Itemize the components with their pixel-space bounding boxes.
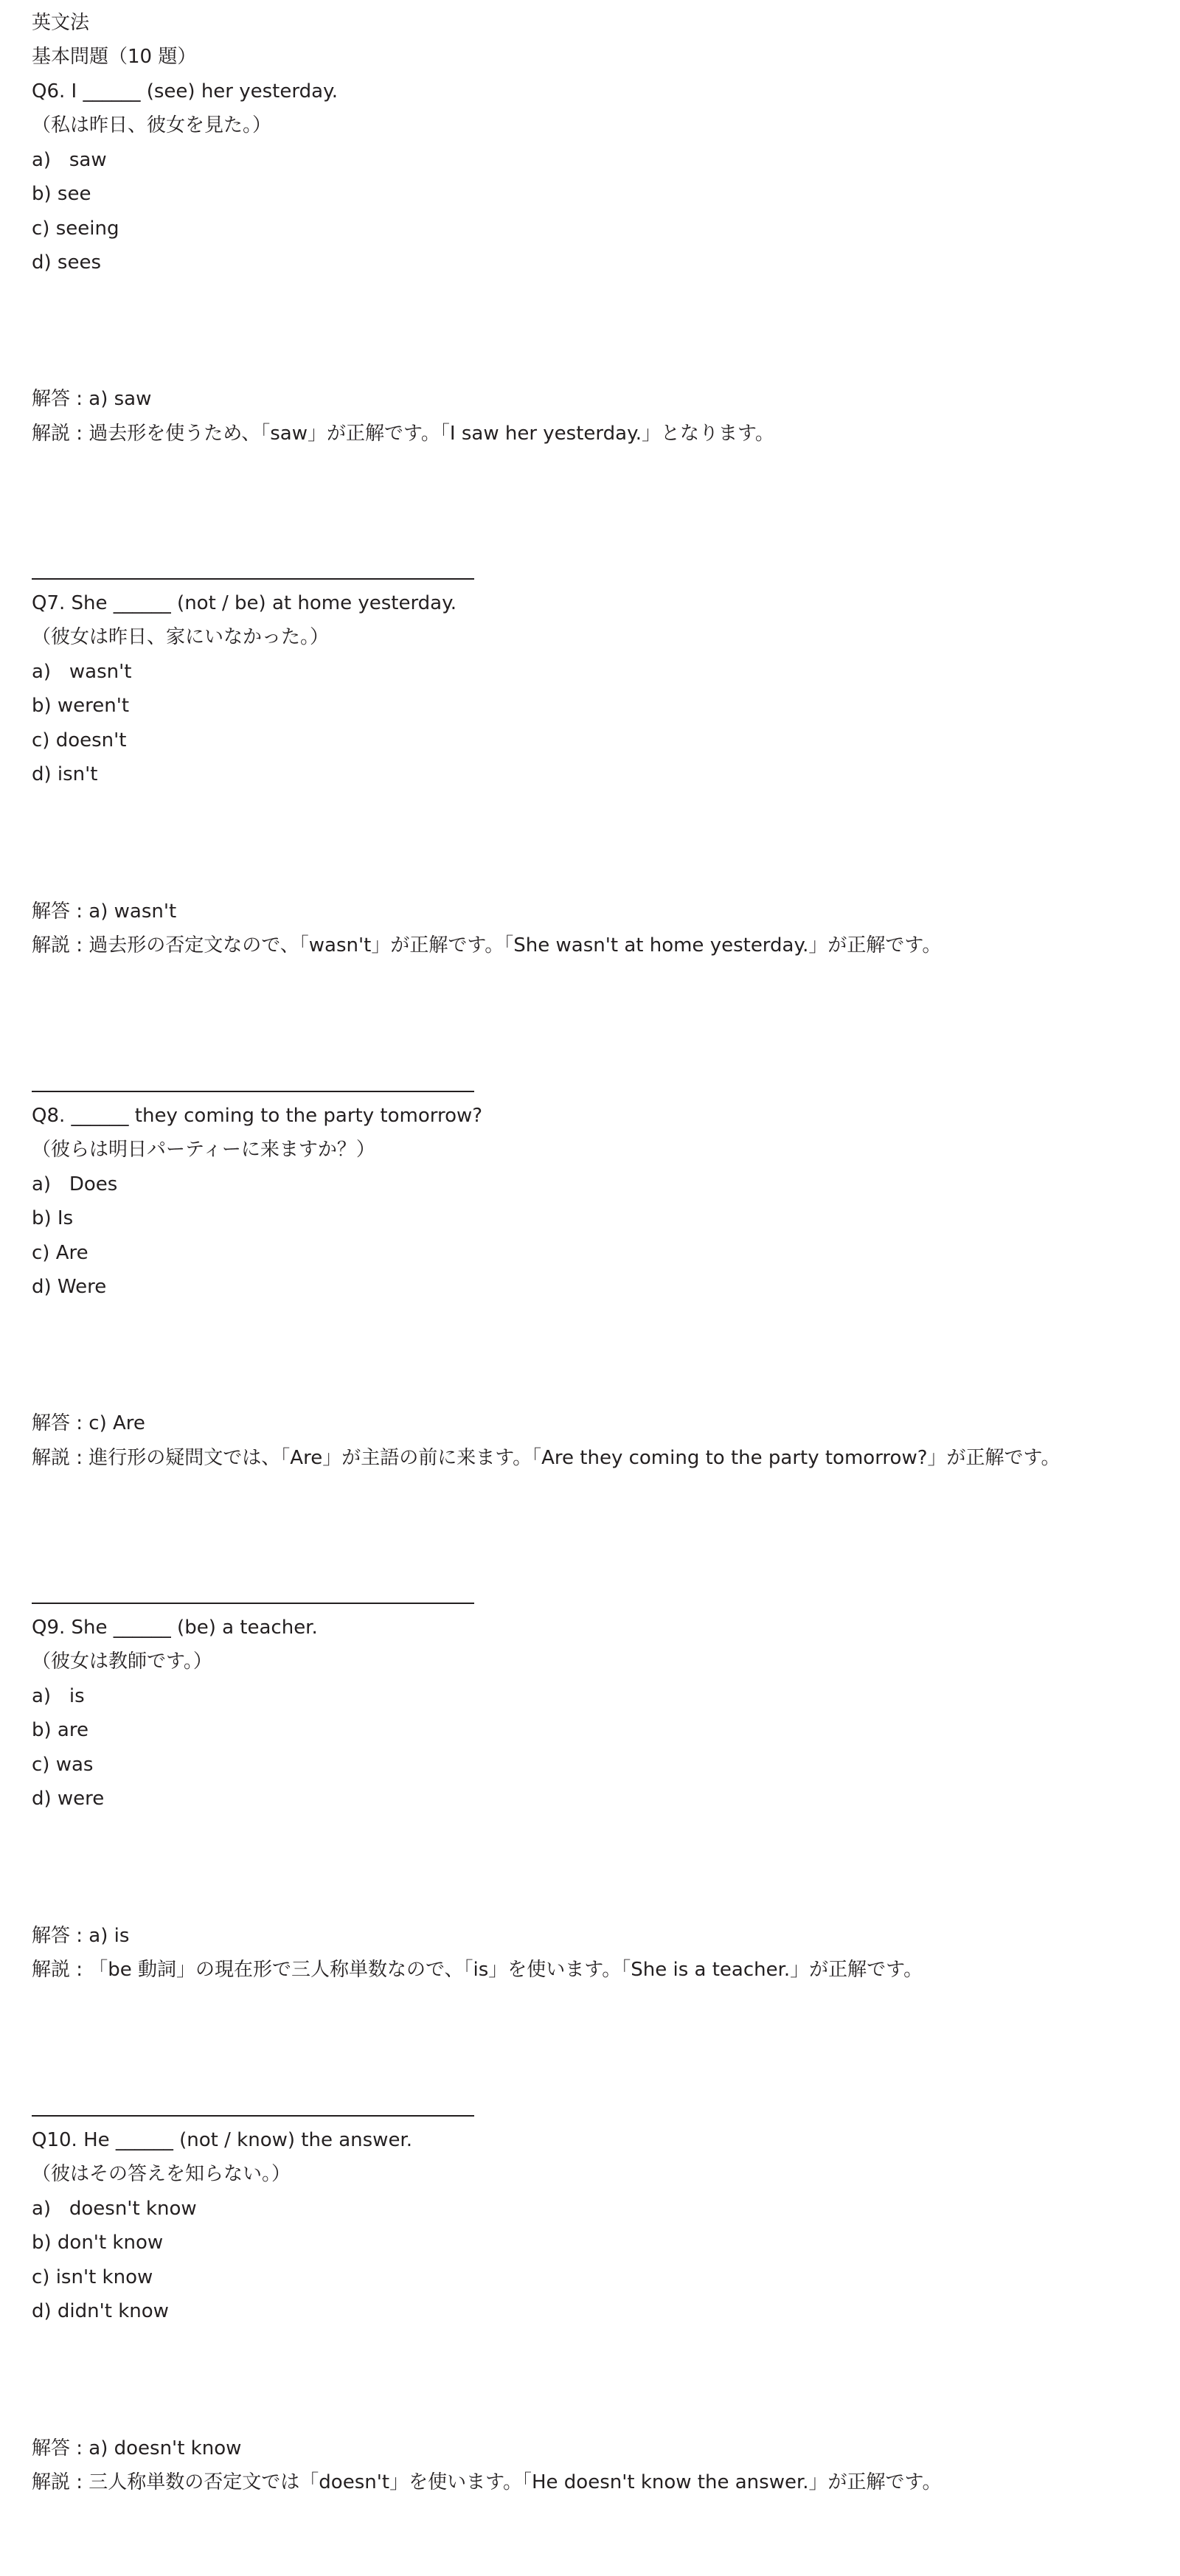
option-q8-d: d) Were xyxy=(32,1276,107,1298)
translation-q8: （彼らは明日パーティーに来ますか？） xyxy=(32,1139,375,1161)
option-q9-b: b) are xyxy=(32,1719,88,1741)
answer-q9: 解答 : a) is xyxy=(32,1925,130,1947)
separator-line xyxy=(32,1603,474,1604)
option-q6-c: c) seeing xyxy=(32,218,119,240)
explanation-q9: 解説 : 「be 動詞」の現在形で三人称単数なので、「is」を使います。「She is a teacher.」が正解です。 xyxy=(32,1959,923,1981)
answer-q6: 解答 : a) saw xyxy=(32,388,152,410)
option-q8-c: c) Are xyxy=(32,1242,88,1264)
question-q7: Q7. She ______ (not / be) at home yesterday. xyxy=(32,592,457,614)
translation-q7: （彼女は昨日、家にいなかった。） xyxy=(32,626,330,648)
document-title: 英文法 xyxy=(32,12,90,34)
explanation-q7: 解説 : 過去形の否定文なので、「wasn't」が正解です。「She wasn't at home yesterday.」が正解です。 xyxy=(32,934,942,957)
option-q6-d: d) sees xyxy=(32,251,101,274)
explanation-q8: 解説 : 進行形の疑問文では、「Are」が主語の前に来ます。「Are they coming to the party tomorrow?」が正解です。 xyxy=(32,1447,1061,1469)
answer-q10: 解答 : a) doesn't know xyxy=(32,2437,242,2459)
option-q9-a: a) is xyxy=(32,1685,85,1707)
option-q8-b: b) Is xyxy=(32,1207,74,1229)
option-q7-c: c) doesn't xyxy=(32,729,127,751)
option-q7-d: d) isn't xyxy=(32,763,98,785)
option-q9-d: d) were xyxy=(32,1788,105,1810)
option-q9-c: c) was xyxy=(32,1754,94,1776)
question-q9: Q9. She ______ (be) a teacher. xyxy=(32,1617,318,1639)
explanation-q10: 解説 : 三人称単数の否定文では「doesn't」を使います。「He doesn't know the answer.」が正解です。 xyxy=(32,2471,942,2493)
question-q8: Q8. ______ they coming to the party tomorrow? xyxy=(32,1105,483,1127)
translation-q6: （私は昨日、彼女を見た。） xyxy=(32,114,272,136)
document-subtitle: 基本問題（10 題） xyxy=(32,46,197,68)
option-q10-b: b) don't know xyxy=(32,2232,164,2254)
option-q7-a: a) wasn't xyxy=(32,661,132,683)
option-q10-d: d) didn't know xyxy=(32,2300,169,2322)
option-q10-c: c) isn't know xyxy=(32,2266,153,2288)
translation-q10: （彼はその答えを知らない。） xyxy=(32,2163,291,2185)
separator-line xyxy=(32,578,474,580)
option-q6-a: a) saw xyxy=(32,149,107,171)
option-q7-b: b) weren't xyxy=(32,695,130,717)
question-q10: Q10. He ______ (not / know) the answer. xyxy=(32,2129,413,2151)
answer-q8: 解答 : c) Are xyxy=(32,1412,145,1434)
option-q6-b: b) see xyxy=(32,183,91,205)
translation-q9: （彼女は教師です。） xyxy=(32,1650,212,1673)
question-q6: Q6. I ______ (see) her yesterday. xyxy=(32,80,338,103)
option-q8-a: a) Does xyxy=(32,1173,118,1195)
separator-line xyxy=(32,2115,474,2117)
separator-line xyxy=(32,1091,474,1092)
option-q10-a: a) doesn't know xyxy=(32,2198,197,2220)
answer-q7: 解答 : a) wasn't xyxy=(32,900,177,923)
explanation-q6: 解説 : 過去形を使うため、「saw」が正解です。「I saw her yesterday.」となります。 xyxy=(32,423,774,445)
